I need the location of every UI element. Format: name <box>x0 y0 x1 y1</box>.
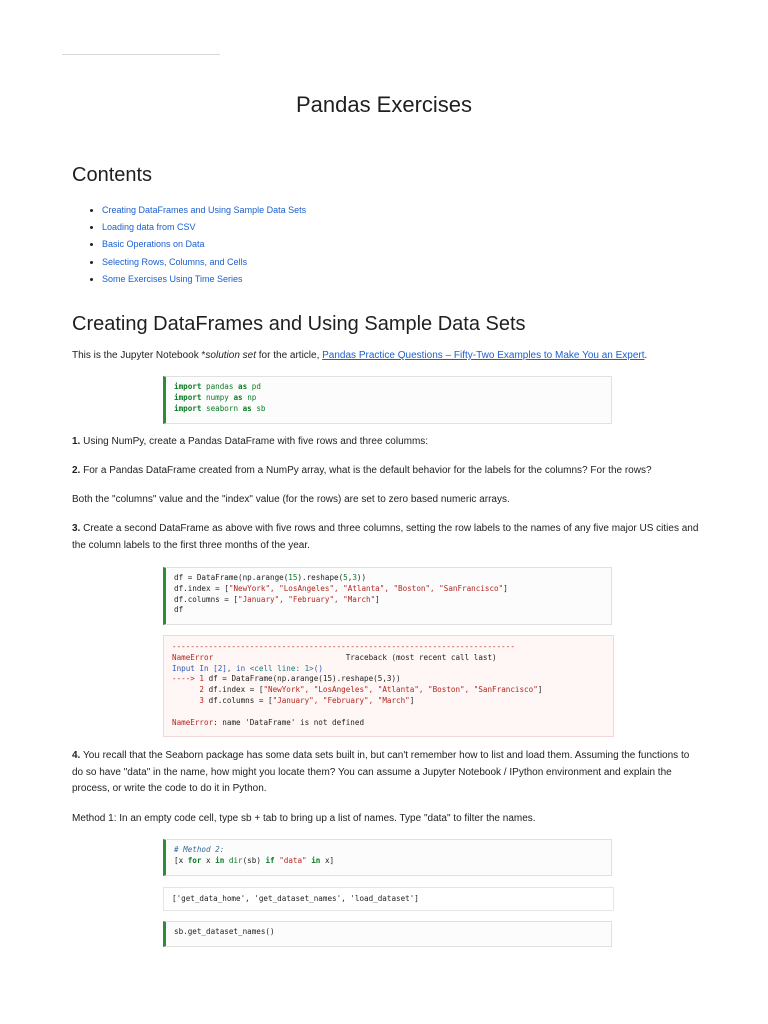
code-module: seaborn <box>206 403 239 413</box>
code-alias: np <box>247 392 257 402</box>
code-text: )) <box>356 573 367 582</box>
code-keyword: import <box>174 403 202 413</box>
list-item <box>90 271 306 288</box>
question-number: 4. <box>72 750 81 761</box>
answer-2: Both the "columns" value and the "index" value (for the rows) are set to zero based numeric arrays. <box>72 494 510 505</box>
error-line-number: 2 <box>172 685 205 695</box>
question-text: You recall that the Seaborn package has some data sets built in, but can't remember how to list and load them. Assuming the functions to do so have "data" in the name, how might you locate them? You can assume a Jupyter Notebook / IPython environment and explain the process, or write the code to do it in Python. <box>72 750 690 794</box>
code-keyword: if <box>265 855 275 865</box>
error-string: "January", "February", "March" <box>272 695 410 705</box>
code-keyword: as <box>238 382 248 391</box>
code-keyword: as <box>233 392 243 402</box>
toc-link-creating-dataframes[interactable]: Creating DataFrames and Using Sample Data Sets <box>102 205 307 216</box>
code-string: "January", "February", "March" <box>238 594 376 604</box>
code-text: df = DataFrame(np.arange( <box>174 573 289 582</box>
intro-italic: solution set <box>205 350 256 361</box>
question-number: 3. <box>72 523 81 534</box>
code-alias: sb <box>256 403 266 413</box>
code-text: [x <box>174 855 188 865</box>
toc-link-loading-csv[interactable]: Loading data from CSV <box>102 222 196 233</box>
error-name: NameError <box>172 717 214 727</box>
code-text: ] <box>375 594 380 604</box>
top-divider <box>62 54 220 55</box>
code-text: ).reshape( <box>297 573 344 582</box>
code-number: 15 <box>288 573 298 582</box>
error-input: Input In [2], in <box>172 663 250 673</box>
page-title: Pandas Exercises <box>295 92 473 117</box>
question-3 <box>72 521 702 554</box>
question-text: For a Pandas DataFrame created from a NumPy array, what is the default behavior for the labels for the columns? For the rows? <box>80 465 652 476</box>
bullet-icon <box>90 278 93 281</box>
bullet-icon <box>90 261 93 264</box>
code-builtin: dir <box>228 855 243 865</box>
question-text: Create a second DataFrame as above with five rows and three columns, setting the row labels to the names of any five major US cities and the column labels to the first three months of the year. <box>72 523 699 551</box>
code-text: df.columns = [ <box>174 594 239 604</box>
code-keyword: import <box>174 382 202 391</box>
intro-text: This is the Jupyter Notebook * <box>72 350 206 361</box>
error-traceback: Traceback (most recent call last) <box>213 652 497 662</box>
code-string: "NewYork", "LosAngeles", "Atlanta", "Boston", "SanFrancisco" <box>228 583 504 593</box>
code-keyword: as <box>242 403 252 413</box>
error-dashes: --------------------------------------------------------------------------- <box>172 642 515 651</box>
list-item <box>90 236 306 253</box>
error-message: : name 'DataFrame' is not defined <box>213 717 365 727</box>
code-string: "data" <box>279 855 307 865</box>
code-text: x] <box>320 855 335 865</box>
code-text: (sb) <box>242 855 266 865</box>
list-item <box>90 202 306 219</box>
code-text: , <box>347 573 353 582</box>
error-line-number: 3 <box>172 695 205 705</box>
article-link[interactable]: Pandas Practice Questions – Fifty-Two Examples to Make You an Expert <box>322 350 645 361</box>
error-code: df.columns = [ <box>204 695 273 705</box>
question-number: 2. <box>72 465 81 476</box>
contents-heading: Contents <box>72 164 153 186</box>
code-module: pandas <box>206 382 234 391</box>
code-keyword: in <box>215 855 225 865</box>
list-item <box>90 254 306 271</box>
error-code: ] <box>409 695 415 705</box>
code-cell-dataset-names[interactable]: sb.get_dataset_names() <box>163 921 612 947</box>
error-cell: <cell line: 1> <box>249 663 314 673</box>
error-code: df.index = [ <box>204 685 264 695</box>
code-cell-method-2[interactable] <box>163 839 612 876</box>
method-2-output: ['get_data_home', 'get_dataset_names', 'load_dataset'] <box>163 887 614 911</box>
code-text: ] <box>503 583 508 593</box>
question-text: Using NumPy, create a Pandas DataFrame with five rows and three columms: <box>80 436 429 447</box>
intro-paragraph <box>72 348 702 365</box>
error-name: NameError <box>172 652 214 662</box>
error-string: "NewYork", "LosAngeles", "Atlanta", "Boston", "SanFrancisco" <box>263 685 538 695</box>
contents-list <box>90 202 306 288</box>
bullet-icon <box>90 226 93 229</box>
intro-text: . <box>644 350 648 361</box>
code-text: df.index = [ <box>174 583 229 593</box>
code-text: x <box>201 855 216 865</box>
error-output <box>163 635 614 737</box>
error-code: df = DataFrame(np.arange(15).reshape(5,3)) <box>204 674 401 684</box>
code-alias: pd <box>251 382 261 391</box>
code-keyword: in <box>311 855 321 865</box>
code-module: numpy <box>206 392 229 402</box>
code-keyword: import <box>174 392 202 402</box>
code-cell-imports[interactable] <box>163 376 612 424</box>
intro-text: for the article, <box>256 350 323 361</box>
bullet-icon <box>90 209 93 212</box>
question-4 <box>72 748 702 798</box>
method-1-paragraph: Method 1: In an empty code cell, type sb + tab to bring up a list of names. Type "data" to filter the names. <box>72 813 536 824</box>
code-keyword: for <box>187 855 202 865</box>
section-heading: Creating DataFrames and Using Sample Data Sets <box>72 313 526 335</box>
list-item <box>90 219 306 236</box>
error-code: ] <box>537 685 543 695</box>
question-1 <box>72 434 702 451</box>
question-2 <box>72 463 702 480</box>
toc-link-time-series[interactable]: Some Exercises Using Time Series <box>102 273 243 284</box>
code-number: 3 <box>352 573 357 582</box>
toc-link-selecting-rows[interactable]: Selecting Rows, Columns, and Cells <box>102 256 248 267</box>
code-comment: # Method 2: <box>174 845 225 854</box>
code-number: 5 <box>343 573 348 582</box>
code-cell-dataframe[interactable] <box>163 567 612 625</box>
error-arrow: ----> 1 <box>172 674 205 684</box>
question-number: 1. <box>72 436 81 447</box>
bullet-icon <box>90 243 93 246</box>
error-input: () <box>313 663 323 673</box>
code-text: df <box>174 605 184 615</box>
toc-link-basic-operations[interactable]: Basic Operations on Data <box>102 239 205 250</box>
